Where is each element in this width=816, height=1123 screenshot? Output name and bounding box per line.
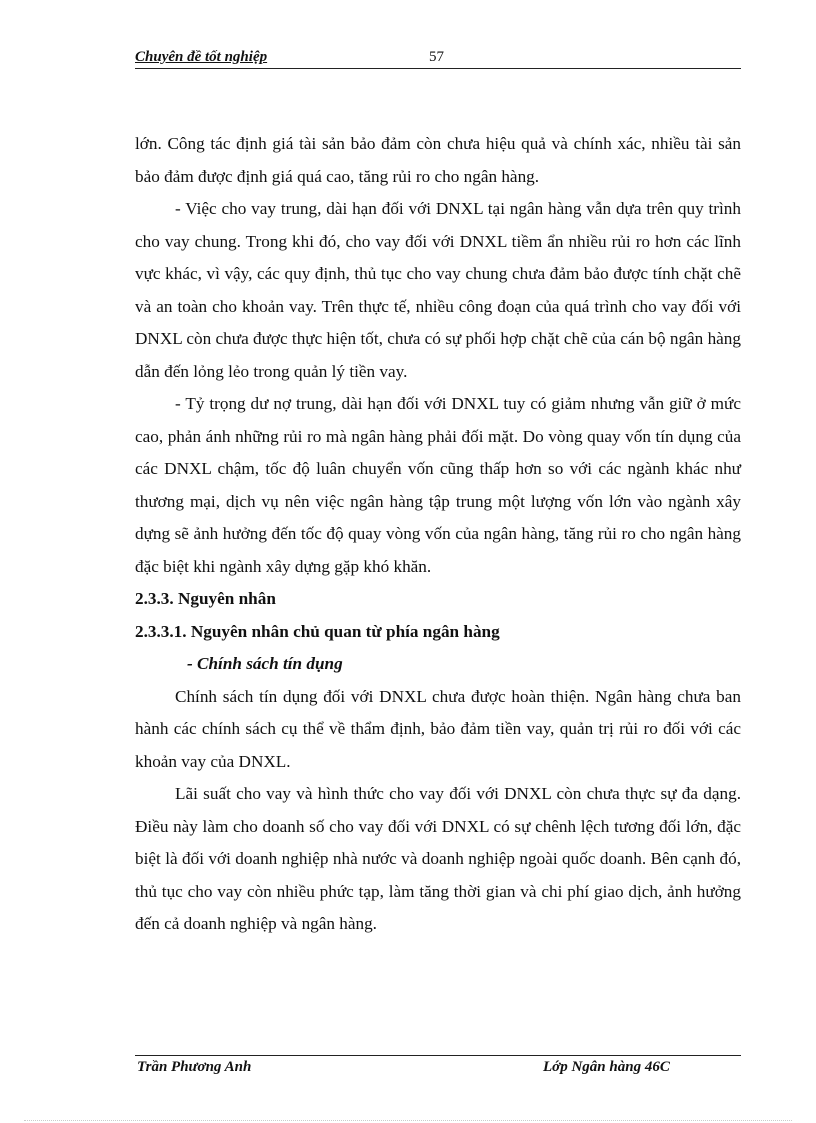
- paragraph-4: Chính sách tín dụng đối với DNXL chưa được hoàn thiện. Ngân hàng chưa ban hành các chính sách cụ thể về thẩm định, bảo đảm tiền vay, quản trị rủi ro đối với các khoản vay của DNXL.: [135, 686, 741, 771]
- paragraph-3: - Tỷ trọng dư nợ trung, dài hạn đối với DNXL tuy có giảm nhưng vẫn giữ ở mức cao, phản ánh những rủi ro mà ngân hàng phải đối mặt. Do vòng quay vốn tín dụng của các DNXL chậm, tốc độ luân chuyển vốn cũng thấp hơn so với các ngành khác như thương mại, dịch vụ nên việc ngân hàng tập trung một lượng vốn lớn vào ngành xây dựng sẽ ảnh hưởng đến tốc độ quay vòng vốn của ngân hàng, tăng rủi ro cho ngân hàng đặc biệt khi ngành xây dựng gặp khó khăn.: [135, 394, 741, 576]
- page-number: 57: [429, 49, 444, 65]
- paragraph-5: Lãi suất cho vay và hình thức cho vay đối với DNXL còn chưa thực sự đa dạng. Điều này làm cho doanh số cho vay đối với DNXL có sự chênh lệch tương đối lớn, đặc biệt là đối với doanh nghiệp nhà nước và doanh nghiệp ngoài quốc doanh. Bên cạnh đó, thủ tục cho vay còn nhiều phức tạp, làm tăng thời gian và chi phí giao dịch, ảnh hưởng đến cả doanh nghiệp và ngân hàng.: [135, 784, 741, 933]
- page-footer: [135, 1055, 741, 1078]
- subsection-heading: 2.3.3.1. Nguyên nhân chủ quan từ phía ngân hàng: [135, 621, 500, 641]
- header-title: Chuyên đề tốt nghiệp: [135, 49, 268, 65]
- paragraph-1: lớn. Công tác định giá tài sản bảo đảm còn chưa hiệu quả và chính xác, nhiều tài sản bảo đảm được định giá quá cao, tăng rủi ro cho ngân hàng.: [135, 134, 741, 186]
- footer-class: Lớp Ngân hàng 46C: [543, 1059, 670, 1075]
- paragraph-2: - Việc cho vay trung, dài hạn đối với DNXL tại ngân hàng vẫn dựa trên quy trình cho vay chung. Trong khi đó, cho vay đối với DNXL tiềm ẩn nhiều rủi ro hơn các lĩnh vực khác, vì vậy, các quy định, thủ tục cho vay chung chưa đảm bảo được tính chặt chẽ và an toàn cho khoản vay. Trên thực tế, nhiều công đoạn của quá trình cho vay đối với DNXL còn chưa được thực hiện tốt, chưa có sự phối hợp chặt chẽ của cán bộ ngân hàng dẫn đến lỏng lẻo trong quản lý tiền vay.: [135, 199, 741, 381]
- document-body: [135, 128, 741, 941]
- section-heading: 2.3.3. Nguyên nhân: [135, 589, 276, 608]
- footer-author: Trần Phương Anh: [137, 1059, 252, 1075]
- page-header: [135, 48, 741, 69]
- credit-policy-subheading: - Chính sách tín dụng: [187, 654, 343, 673]
- page-edge-divider: [24, 1120, 792, 1121]
